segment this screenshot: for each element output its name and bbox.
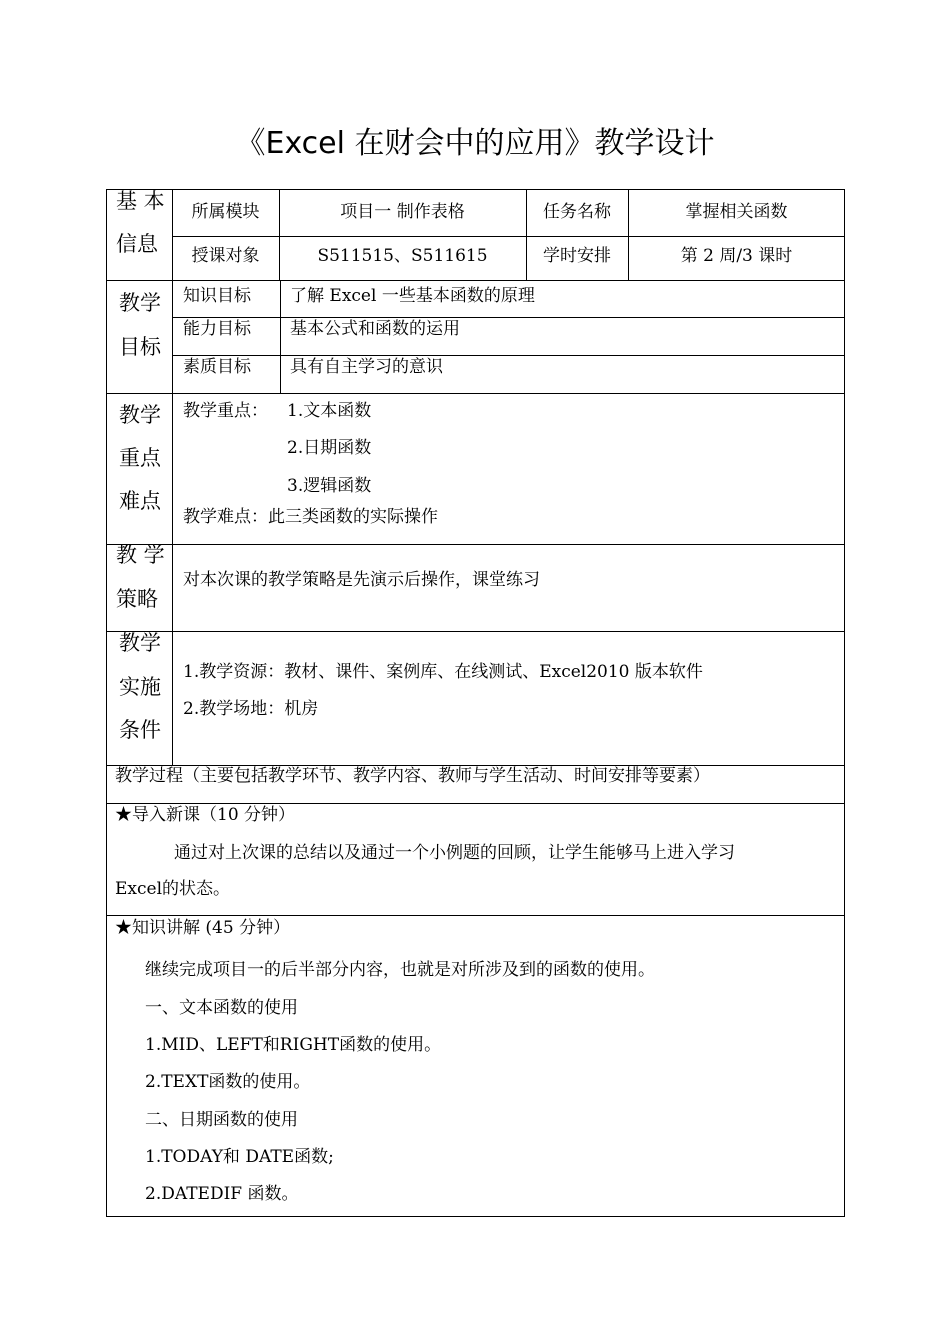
hours-value: 第 2 周/3 课时 <box>680 246 793 266</box>
module-value: 项目一 制作表格 <box>340 202 465 222</box>
lecture-line: 一、文本函数的使用 <box>145 998 298 1018</box>
lecture-line: 2.DATEDIF 函数。 <box>145 1184 299 1204</box>
goal-value: 具有自主学习的意识 <box>290 357 443 377</box>
condition-item: 2.教学场地：机房 <box>183 699 319 719</box>
key-points-section-label: 重点 <box>119 446 161 470</box>
focus-item: 1.文本函数 <box>287 401 372 421</box>
focus-item: 2.日期函数 <box>287 438 372 458</box>
lecture-line: 二、日期函数的使用 <box>145 1110 298 1130</box>
document-title: 《Excel 在财会中的应用》教学设计 <box>235 126 715 161</box>
lecture-line: 2.TEXT函数的使用。 <box>145 1072 311 1092</box>
conditions-section-label: 实施 <box>119 675 161 699</box>
lecture-line: 1.TODAY和 DATE函数; <box>145 1147 334 1167</box>
goal-label: 能力目标 <box>183 319 251 339</box>
task-value: 掌握相关函数 <box>685 202 788 222</box>
intro-heading: ★导入新课（10 分钟） <box>115 805 296 825</box>
task-label: 任务名称 <box>543 202 611 222</box>
strategy-text: 对本次课的教学策略是先演示后操作，课堂练习 <box>183 570 540 590</box>
key-points-section-label: 教学 <box>119 403 161 427</box>
lecture-heading: ★知识讲解 (45 分钟） <box>115 918 291 938</box>
condition-item: 1.教学资源：教材、课件、案例库、在线测试、Excel2010 版本软件 <box>183 662 703 682</box>
difficulty-text: 教学难点：此三类函数的实际操作 <box>183 507 438 527</box>
strategy-section-label: 策略 <box>116 587 158 611</box>
conditions-section-label: 条件 <box>119 718 161 742</box>
goal-label: 知识目标 <box>183 286 251 306</box>
process-header: 教学过程（主要包括教学环节、教学内容、教师与学生活动、时间安排等要素） <box>115 766 710 786</box>
module-label: 所属模块 <box>191 202 260 222</box>
hours-label: 学时安排 <box>543 246 611 266</box>
strategy-section-label: 教 学 <box>116 543 165 567</box>
lecture-line: 1.MID、LEFT和RIGHT函数的使用。 <box>145 1035 442 1055</box>
conditions-section-label: 教学 <box>119 631 161 655</box>
goals-section-label: 目标 <box>119 335 161 359</box>
intro-text: 通过对上次课的总结以及通过一个小例题的回顾，让学生能够马上进入学习 <box>174 843 735 863</box>
goal-value: 基本公式和函数的运用 <box>290 319 460 339</box>
intro-text: Excel的状态。 <box>115 879 231 899</box>
goal-label: 素质目标 <box>183 357 251 377</box>
basic-info-section-label: 信息 <box>116 232 158 256</box>
lecture-line: 继续完成项目一的后半部分内容，也就是对所涉及到的函数的使用。 <box>145 960 655 980</box>
audience-value: S511515、S511615 <box>317 246 488 266</box>
goals-section-label: 教学 <box>119 291 161 315</box>
audience-label: 授课对象 <box>191 246 260 266</box>
focus-label: 教学重点： <box>183 401 268 421</box>
goal-value: 了解 Excel 一些基本函数的原理 <box>290 286 535 306</box>
basic-info-section-label: 基 本 <box>116 189 165 213</box>
focus-item: 3.逻辑函数 <box>287 476 372 496</box>
key-points-section-label: 难点 <box>119 489 161 513</box>
